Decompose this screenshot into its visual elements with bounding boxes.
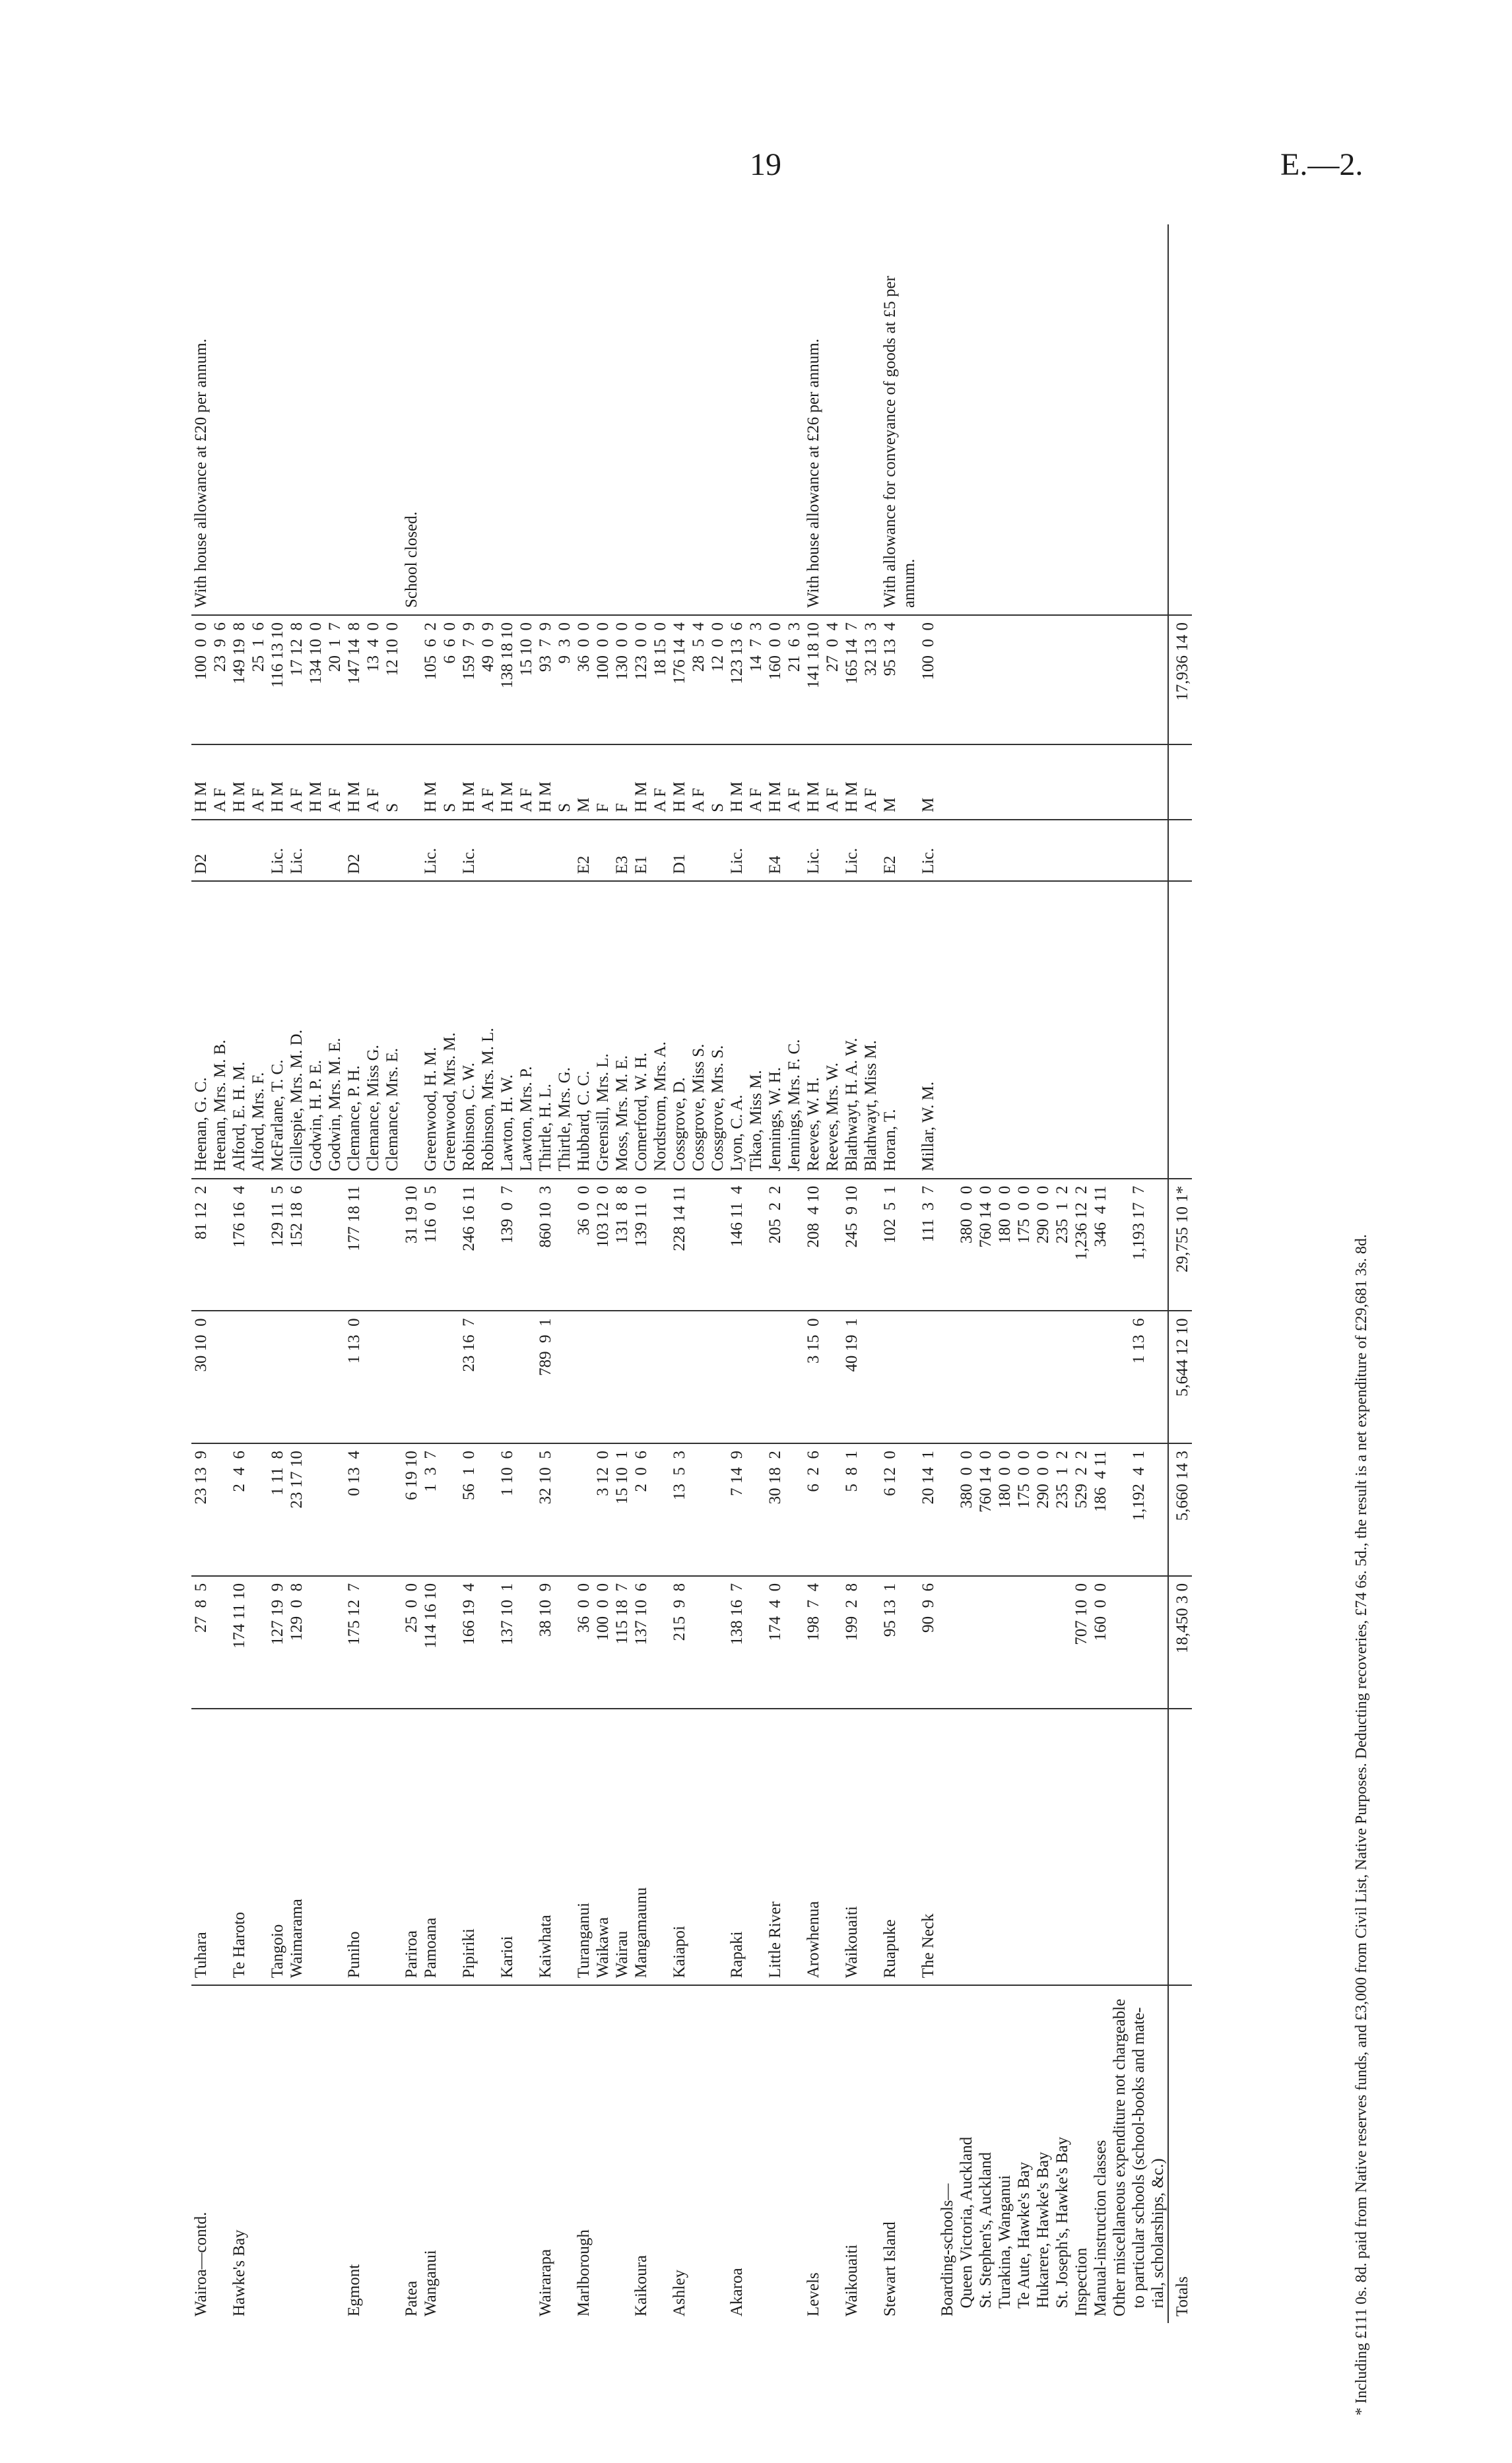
- cell-cert: Lic.: [459, 820, 498, 882]
- cell-b: 3 12 0: [574, 1443, 612, 1576]
- cell-d: 36 0 0 103 12 0: [574, 1179, 612, 1311]
- cell-c: [287, 1311, 345, 1443]
- cell-salary: [938, 615, 1072, 744]
- cell-a: 137 10 6: [632, 1576, 670, 1709]
- cell-teacher: Reeves, W. H. Reeves, Mrs. W.: [804, 881, 842, 1178]
- cell-b: 2 0 6: [632, 1443, 670, 1576]
- cell-cert: E4: [766, 820, 804, 882]
- cell-b: 23 17 10: [287, 1443, 345, 1576]
- cell-cert: [536, 820, 574, 882]
- cell-d: 228 14 11: [670, 1179, 727, 1311]
- table-row: [268, 224, 287, 2323]
- table-row: [191, 224, 230, 2323]
- cell-teacher: Lawton, H. W. Lawton, Mrs. P.: [498, 881, 536, 1178]
- cell-cert: D1: [670, 820, 727, 882]
- cell-c: 1 13 6: [1072, 1311, 1168, 1443]
- cell-c: [498, 1311, 536, 1443]
- cell-pos: H M A F S: [670, 744, 727, 820]
- table-row: [574, 224, 612, 2323]
- cell-c: [421, 1311, 459, 1443]
- cell-remark: [230, 224, 268, 615]
- cell-b: 529 2 2 186 4 11 1,192 4 1: [1072, 1443, 1168, 1576]
- cell-school: Tuhara: [191, 1709, 230, 1986]
- cell-b: 56 1 0: [459, 1443, 498, 1576]
- cell-b: 6 19 10: [402, 1443, 421, 1576]
- cell-cert: Lic.: [919, 820, 938, 882]
- totals-salary: 17,936 14 0: [1168, 615, 1192, 744]
- cell-remark: [632, 224, 670, 615]
- cell-cert: [402, 820, 421, 882]
- cell-a: 36 0 0 100 0 0: [574, 1576, 612, 1709]
- cell-a: 90 9 6: [919, 1576, 938, 1709]
- cell-a: 707 10 0 160 0 0: [1072, 1576, 1168, 1709]
- cell-d: 176 16 4: [230, 1179, 268, 1311]
- cell-cert: E3: [612, 820, 632, 882]
- table-row: [287, 224, 345, 2323]
- cell-b: 32 10 5: [536, 1443, 574, 1576]
- cell-c: 23 16 7: [459, 1311, 498, 1443]
- cell-cert: Lic.: [804, 820, 842, 882]
- cell-remark: With house allowance at £20 per annum.: [192, 339, 210, 608]
- cell-pos: [938, 744, 1072, 820]
- page-number: 19: [750, 147, 781, 182]
- cell-remark: [1072, 224, 1168, 615]
- cell-pos: A F H M A F: [287, 744, 345, 820]
- cell-d: 129 11 5: [268, 1179, 287, 1311]
- cell-d: 177 18 11: [345, 1179, 402, 1311]
- cell-a: 129 0 8: [287, 1576, 345, 1709]
- cell-salary: 160 0 0 21 6 3: [766, 615, 804, 744]
- cell-c: [612, 1311, 632, 1443]
- cell-a: 27 8 5: [191, 1576, 230, 1709]
- cell-a: 137 10 1: [498, 1576, 536, 1709]
- cell-teacher: Cossgrove, D. Cossgrove, Miss S. Cossgrove, Mrs. S.: [670, 881, 727, 1178]
- table-row: [421, 224, 459, 2323]
- cell-a: 114 16 10: [421, 1576, 459, 1709]
- cell-cert: D2: [345, 820, 402, 882]
- cell-a: 95 13 1: [880, 1576, 919, 1709]
- cell-c: [230, 1311, 268, 1443]
- cell-c: 1 13 0: [345, 1311, 402, 1443]
- cell-remark: [536, 224, 574, 615]
- cell-district: Stewart Island: [880, 1985, 919, 2323]
- totals-c: 5,644 12 10: [1168, 1311, 1192, 1443]
- cell-teacher: Robinson, C. W. Robinson, Mrs. M. L.: [459, 881, 498, 1178]
- cell-district: [498, 1985, 536, 2323]
- cell-cert: [498, 820, 536, 882]
- cell-pos: H M A F: [230, 744, 268, 820]
- cell-b: 2 4 6: [230, 1443, 268, 1576]
- cell-teacher: [402, 881, 421, 1178]
- cell-school: Pamoana: [421, 1709, 459, 1986]
- cell-d: 380 0 0 760 14 0 180 0 0 175 0 0 290 0 0 235 1 2: [938, 1179, 1072, 1311]
- table-row: [402, 224, 421, 2323]
- table-row: [842, 224, 880, 2323]
- cell-b: 1 10 6: [498, 1443, 536, 1576]
- cell-a: 215 9 8: [670, 1576, 727, 1709]
- cell-remark: [842, 224, 880, 615]
- cell-district: Patea: [402, 1985, 421, 2323]
- cell-teacher: McFarlane, T. C.: [268, 881, 287, 1178]
- cell-pos: H M A F: [804, 744, 842, 820]
- cell-teacher: Comerford, W. H. Nordstrom, Mrs. A.: [632, 881, 670, 1178]
- cell-d: 131 8 8: [612, 1179, 632, 1311]
- cell-salary: 95 13 4: [880, 615, 919, 744]
- cell-school: Pipiriki: [459, 1709, 498, 1986]
- cell-teacher: Millar, W. M.: [919, 881, 938, 1178]
- cell-district: [919, 1985, 938, 2323]
- cell-salary: 138 18 10 15 10 0: [498, 615, 536, 744]
- cell-school: Te Haroto: [230, 1709, 268, 1986]
- cell-teacher: Blathwayt, H. A. W. Blathwayt, Miss M.: [842, 881, 880, 1178]
- cell-pos: H M A F: [766, 744, 804, 820]
- table-row: [498, 224, 536, 2323]
- cell-district: [612, 1985, 632, 2323]
- cell-remark: [727, 224, 766, 615]
- cell-cert: Lic.: [842, 820, 880, 882]
- cell-d: 245 9 10: [842, 1179, 880, 1311]
- cell-remark: [268, 224, 287, 615]
- cell-salary: [1072, 615, 1168, 744]
- cell-c: 789 9 1: [536, 1311, 574, 1443]
- cell-salary: 165 14 7 32 13 3: [842, 615, 880, 744]
- cell-cert: Lic.: [268, 820, 287, 882]
- cell-school: Puniho: [345, 1709, 402, 1986]
- cell-pos: H M A F: [191, 744, 230, 820]
- ledger-table-rotated: [191, 224, 1313, 2323]
- cell-a: 175 12 7: [345, 1576, 402, 1709]
- totals-b: 5,660 14 3: [1168, 1443, 1192, 1576]
- cell-cert: [938, 820, 1072, 882]
- cell-teacher: Alford, E. H. M. Alford, Mrs. F.: [230, 881, 268, 1178]
- cell-d: 102 5 1: [880, 1179, 919, 1311]
- cell-a: 115 18 7: [612, 1576, 632, 1709]
- cell-remark: [421, 224, 459, 615]
- cell-pos: H M A F: [632, 744, 670, 820]
- cell-school: Wairau: [612, 1709, 632, 1986]
- cell-pos: H M A F S: [345, 744, 402, 820]
- cell-school: Rapaki: [727, 1709, 766, 1986]
- cell-c: [938, 1311, 1072, 1443]
- cell-school: Turanganui Waikawa: [574, 1709, 612, 1986]
- cell-pos: H M S: [536, 744, 574, 820]
- cell-teacher: [938, 881, 1072, 1178]
- cell-teacher: Horan, T.: [880, 881, 919, 1178]
- cell-school: Little River: [766, 1709, 804, 1986]
- cell-d: 208 4 10: [804, 1179, 842, 1311]
- cell-a: 138 16 7: [727, 1576, 766, 1709]
- cell-a: 166 19 4: [459, 1576, 498, 1709]
- cell-district: Egmont: [345, 1985, 402, 2323]
- cell-a: 25 0 0: [402, 1576, 421, 1709]
- cell-d: 139 11 0: [632, 1179, 670, 1311]
- cell-district: Wairarapa: [536, 1985, 574, 2323]
- cell-c: [574, 1311, 612, 1443]
- cell-district: Inspection Manual-instruction classes Other miscellaneous expenditure not chargeable to particular schools (school-books and mate- rial, scholarships, &c.): [1072, 1985, 1168, 2323]
- cell-remark: [459, 224, 498, 615]
- cell-pos: M: [880, 744, 919, 820]
- cell-salary: 116 13 10: [268, 615, 287, 744]
- cell-d: 139 0 7: [498, 1179, 536, 1311]
- cell-salary: 100 0 0 23 9 6: [191, 615, 230, 744]
- cell-a: 199 2 8: [842, 1576, 880, 1709]
- cell-d: 146 11 4: [727, 1179, 766, 1311]
- cell-remark: [612, 224, 632, 615]
- cell-remark: [670, 224, 727, 615]
- cell-a: 198 7 4: [804, 1576, 842, 1709]
- table-row: [536, 224, 574, 2323]
- cell-pos: [1072, 744, 1168, 820]
- cell-district: Wairoa—contd.: [191, 1985, 230, 2323]
- cell-salary: 36 0 0 100 0 0: [574, 615, 612, 744]
- cell-d: 860 10 3: [536, 1179, 574, 1311]
- cell-a: 127 19 9: [268, 1576, 287, 1709]
- cell-teacher: Clemance, P. H. Clemance, Miss G. Clemance, Mrs. E.: [345, 881, 402, 1178]
- cell-teacher: Thirtle, H. L. Thirtle, Mrs. G.: [536, 881, 574, 1178]
- table-row: [880, 224, 919, 2323]
- cell-cert: E1: [632, 820, 670, 882]
- cell-d: 81 12 2: [191, 1179, 230, 1311]
- cell-pos: H M: [268, 744, 287, 820]
- cell-d: 31 19 10: [402, 1179, 421, 1311]
- cell-school: Karioi: [498, 1709, 536, 1986]
- cell-c: 30 10 0: [191, 1311, 230, 1443]
- cell-d: 152 18 6: [287, 1179, 345, 1311]
- cell-b: 7 14 9: [727, 1443, 766, 1576]
- cell-district: [287, 1985, 345, 2323]
- cell-pos: H M A F: [842, 744, 880, 820]
- table-row: [670, 224, 727, 2323]
- ledger-table: [191, 224, 1192, 2323]
- cell-c: [766, 1311, 804, 1443]
- cell-c: [268, 1311, 287, 1443]
- totals-d: 29,755 10 1*: [1168, 1179, 1192, 1311]
- cell-school: Arowhenua: [804, 1709, 842, 1986]
- cell-teacher: [1072, 881, 1168, 1178]
- cell-c: 3 15 0: [804, 1311, 842, 1443]
- cell-school: Pariroa: [402, 1709, 421, 1986]
- cell-school: Waimarama: [287, 1709, 345, 1986]
- cell-pos: M F: [574, 744, 612, 820]
- cell-cert: [1072, 820, 1168, 882]
- page-code: E.—2.: [1280, 147, 1364, 182]
- cell-school: [1072, 1709, 1168, 1986]
- cell-b: 6 2 6: [804, 1443, 842, 1576]
- table-row: [612, 224, 632, 2323]
- cell-teacher: Greenwood, H. M. Greenwood, Mrs. M.: [421, 881, 459, 1178]
- cell-school: Kaiwhata: [536, 1709, 574, 1986]
- cell-pos: H M A F: [498, 744, 536, 820]
- table-row: [459, 224, 498, 2323]
- cell-b: 13 5 3: [670, 1443, 727, 1576]
- cell-remark: [345, 224, 402, 615]
- cell-school: Tangoio: [268, 1709, 287, 1986]
- cell-b: 15 10 1: [612, 1443, 632, 1576]
- cell-b: 0 13 4: [345, 1443, 402, 1576]
- cell-salary: 100 0 0: [919, 615, 938, 744]
- cell-remark: With house allowance at £26 per annum.: [805, 339, 822, 608]
- cell-district: Akaroa: [727, 1985, 766, 2323]
- cell-school: The Neck: [919, 1709, 938, 1986]
- cell-remark: [287, 224, 345, 615]
- cell-salary: 105 6 2 6 6 0: [421, 615, 459, 744]
- ledger-rows: [191, 224, 1168, 2323]
- cell-cert: Lic.: [287, 820, 345, 882]
- cell-salary: 130 0 0: [612, 615, 632, 744]
- cell-c: [632, 1311, 670, 1443]
- cell-b: 1 11 8: [268, 1443, 287, 1576]
- cell-d: 1,236 12 2 346 4 11 1,193 17 7: [1072, 1179, 1168, 1311]
- cell-salary: 149 19 8 25 1 6: [230, 615, 268, 744]
- cell-teacher: Lyon, C. A. Tikao, Miss M.: [727, 881, 766, 1178]
- cell-c: [727, 1311, 766, 1443]
- table-row: [804, 224, 842, 2323]
- cell-pos: H M S: [421, 744, 459, 820]
- cell-cert: Lic.: [727, 820, 766, 882]
- table-row: [230, 224, 268, 2323]
- cell-salary: 123 0 0 18 15 0: [632, 615, 670, 744]
- cell-school: Kaiapoi: [670, 1709, 727, 1986]
- cell-cert: Lic.: [421, 820, 459, 882]
- cell-b: 30 18 2: [766, 1443, 804, 1576]
- cell-district: Hawke's Bay: [230, 1985, 268, 2323]
- cell-pos: F: [612, 744, 632, 820]
- cell-cert: E2: [880, 820, 919, 882]
- cell-district: Wanganui: [421, 1985, 459, 2323]
- cell-remark: [498, 224, 536, 615]
- cell-remark: [938, 224, 1072, 615]
- table-row: [632, 224, 670, 2323]
- cell-remark: School closed.: [403, 511, 420, 608]
- cell-c: [670, 1311, 727, 1443]
- footnote: * Including £111 0s. 8d. paid from Native reserves funds, and £3,000 from Civil List, Native Purposes. Deducting recoveries, £74 6s. 5d., the result is a net expenditure of £29,681 3s. 8d.: [1353, 1234, 1370, 2415]
- cell-remark: [766, 224, 804, 615]
- cell-district: [459, 1985, 498, 2323]
- cell-a: 174 11 10: [230, 1576, 268, 1709]
- cell-salary: 159 7 9 49 0 9: [459, 615, 498, 744]
- cell-salary: 123 13 6 14 7 3: [727, 615, 766, 744]
- cell-district: [268, 1985, 287, 2323]
- cell-cert: [230, 820, 268, 882]
- cell-salary: 141 18 10 27 0 4: [804, 615, 842, 744]
- cell-district: Waikouaiti: [842, 1985, 880, 2323]
- cell-district: Levels: [804, 1985, 842, 2323]
- cell-b: 380 0 0 760 14 0 180 0 0 175 0 0 290 0 0 235 1 2: [938, 1443, 1072, 1576]
- cell-pos: [402, 744, 421, 820]
- cell-cert: D2: [191, 820, 230, 882]
- cell-salary: 93 7 9 9 3 0: [536, 615, 574, 744]
- table-row: [727, 224, 766, 2323]
- cell-district: Boarding-schools— Queen Victoria, Auckland St. Stephen's, Auckland Turakina, Wanganui Te Aute, Hawke's Bay Hukarere, Hawke's Bay St. Joseph's, Hawke's Bay: [938, 1985, 1072, 2323]
- cell-remark: [574, 224, 612, 615]
- cell-b: 23 13 9: [191, 1443, 230, 1576]
- cell-teacher: Heenan, G. C. Heenan, Mrs. M. B.: [191, 881, 230, 1178]
- table-row: [938, 224, 1072, 2323]
- cell-school: Waikouaiti: [842, 1709, 880, 1986]
- cell-school: Mangamaunu: [632, 1709, 670, 1986]
- cell-salary: 17 12 8 134 10 0 20 1 7: [287, 615, 345, 744]
- cell-salary: 176 14 4 28 5 4 12 0 0: [670, 615, 727, 744]
- cell-c: 40 19 1: [842, 1311, 880, 1443]
- cell-d: 246 16 11: [459, 1179, 498, 1311]
- totals-label: Totals: [1168, 1985, 1192, 2323]
- cell-teacher: Gillespie, Mrs. M. D. Godwin, H. P. E. Godwin, Mrs. M. E.: [287, 881, 345, 1178]
- cell-teacher: Jennings, W. H. Jennings, Mrs. F. C.: [766, 881, 804, 1178]
- cell-salary: 147 14 8 13 4 0 12 10 0: [345, 615, 402, 744]
- cell-district: [766, 1985, 804, 2323]
- cell-d: 205 2 2: [766, 1179, 804, 1311]
- cell-remark: [919, 224, 938, 615]
- cell-c: [919, 1311, 938, 1443]
- cell-c: [402, 1311, 421, 1443]
- cell-district: Kaikoura: [632, 1985, 670, 2323]
- table-row: [766, 224, 804, 2323]
- cell-c: [880, 1311, 919, 1443]
- cell-school: Ruapuke: [880, 1709, 919, 1986]
- totals-a: 18,450 3 0: [1168, 1576, 1192, 1709]
- table-row: [919, 224, 938, 2323]
- cell-pos: M: [919, 744, 938, 820]
- cell-salary: [402, 615, 421, 744]
- table-row: [345, 224, 402, 2323]
- cell-pos: H M A F: [459, 744, 498, 820]
- cell-b: 6 12 0: [880, 1443, 919, 1576]
- cell-b: 1 3 7: [421, 1443, 459, 1576]
- cell-a: 38 10 9: [536, 1576, 574, 1709]
- cell-d: 111 3 7: [919, 1179, 938, 1311]
- cell-a: [938, 1576, 1072, 1709]
- cell-b: 5 8 1: [842, 1443, 880, 1576]
- cell-pos: H M A F: [727, 744, 766, 820]
- cell-teacher: Hubbard, C. C. Greensill, Mrs. L.: [574, 881, 612, 1178]
- cell-district: Ashley: [670, 1985, 727, 2323]
- cell-a: 174 4 0: [766, 1576, 804, 1709]
- cell-b: 20 14 1: [919, 1443, 938, 1576]
- cell-district: Marlborough: [574, 1985, 612, 2323]
- cell-remark: With allowance for conveyance of goods at £5 per annum.: [881, 276, 918, 608]
- totals-row: [1168, 224, 1192, 2323]
- cell-cert: E2: [574, 820, 612, 882]
- cell-school: [938, 1709, 1072, 1986]
- cell-teacher: Moss, Mrs. M. E.: [612, 881, 632, 1178]
- table-row: [1072, 224, 1168, 2323]
- cell-d: 116 0 5: [421, 1179, 459, 1311]
